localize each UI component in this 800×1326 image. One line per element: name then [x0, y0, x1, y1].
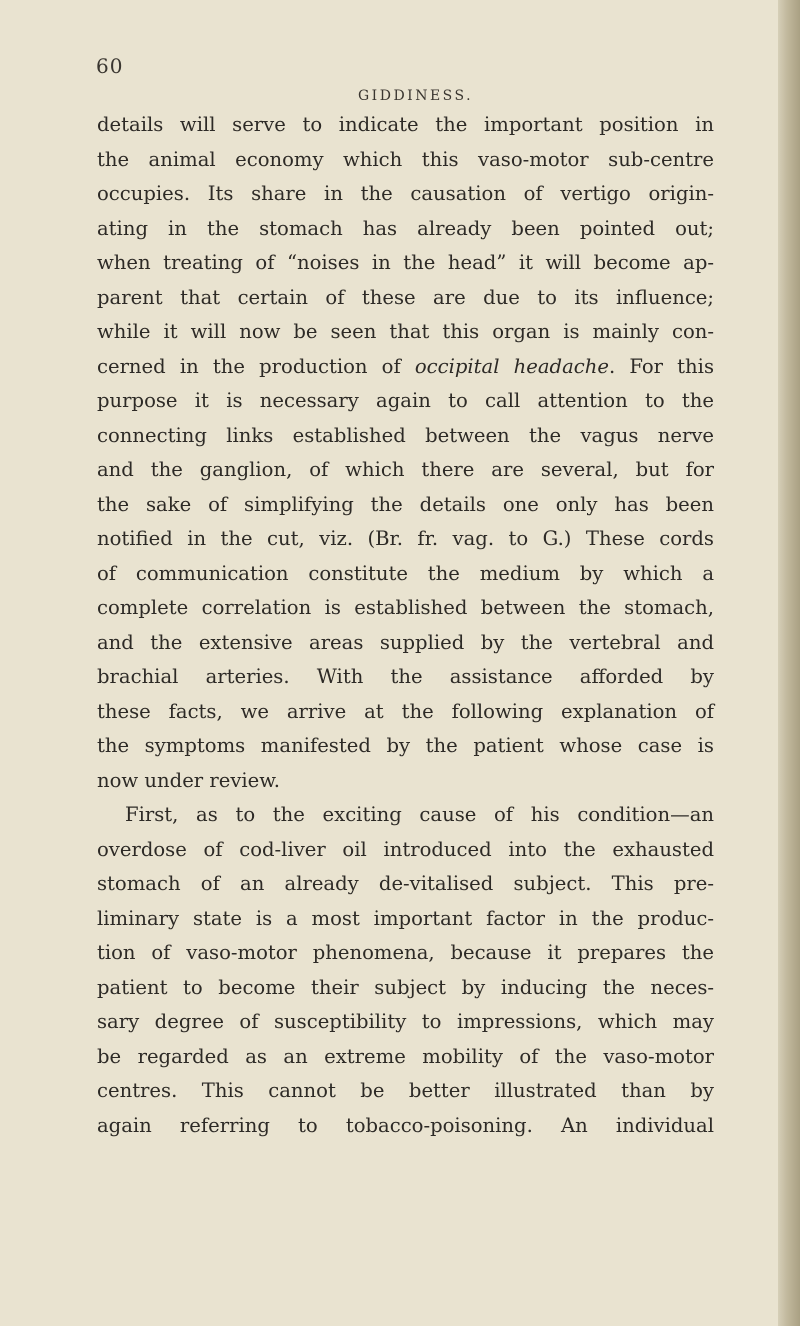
text-line: overdose of cod-liver oil introduced into the exhausted — [97, 837, 714, 861]
text-line: liminary state is a most important factor in the produc- — [97, 906, 714, 930]
page-edge-shadow — [778, 0, 800, 1326]
text-line: while it will now be seen that this organ is mainly con- — [97, 320, 714, 343]
text-line: stomach of an already de-vitalised subject. This pre- — [97, 872, 714, 895]
body-text — [97, 108, 714, 1143]
text-line: and the extensive areas supplied by the vertebral and — [97, 630, 714, 654]
text-line: complete correlation is established between the stomach, — [97, 596, 714, 619]
text-line: the symptoms manifested by the patient whose case is — [97, 734, 714, 757]
text-line: centres. This cannot be better illustrated than by — [97, 1079, 714, 1102]
text-line: these facts, we arrive at the following explanation of — [97, 699, 714, 723]
text-line-paragraph-start: First, as to the exciting cause of his condition—an — [125, 803, 714, 826]
text-line: purpose it is necessary again to call attention to the — [97, 389, 714, 412]
text-line: sary degree of susceptibility to impressions, which may — [97, 1010, 714, 1033]
text-line: brachial arteries. With the assistance afforded by — [97, 665, 714, 688]
text-line: notified in the cut, viz. (Br. fr. vag. to G.) These cords — [97, 527, 714, 550]
text-line-occipital-headache: cerned in the production of occipital headache. For this — [97, 354, 714, 378]
text-line: tion of vaso-motor phenomena, because it prepares the — [97, 941, 714, 964]
text-line: the sake of simplifying the details one only has been — [97, 492, 714, 516]
text-line: details will serve to indicate the important position in — [97, 113, 714, 136]
text-line: parent that certain of these are due to its influence; — [97, 285, 714, 309]
text-line: patient to become their subject by inducing the neces- — [97, 975, 714, 999]
running-title: GIDDINESS. — [358, 88, 474, 104]
text-line-paragraph-end: now under review. — [97, 768, 280, 792]
text-line: when treating of “noises in the head” it will become ap- — [97, 251, 714, 274]
page-number: 60 — [96, 54, 124, 78]
text-line: connecting links established between the vagus nerve — [97, 423, 714, 447]
text-line: again referring to tobacco-poisoning. An individual — [97, 1113, 714, 1137]
text-line: and the ganglion, of which there are several, but for — [97, 458, 714, 481]
text-line: of communication constitute the medium by which a — [97, 561, 714, 585]
text-line: ating in the stomach has already been pointed out; — [97, 216, 714, 240]
text-line: be regarded as an extreme mobility of the vaso-motor — [97, 1044, 714, 1068]
text-line: occupies. Its share in the causation of vertigo origin- — [97, 182, 714, 205]
text-line: the animal economy which this vaso-motor sub-centre — [97, 147, 714, 171]
